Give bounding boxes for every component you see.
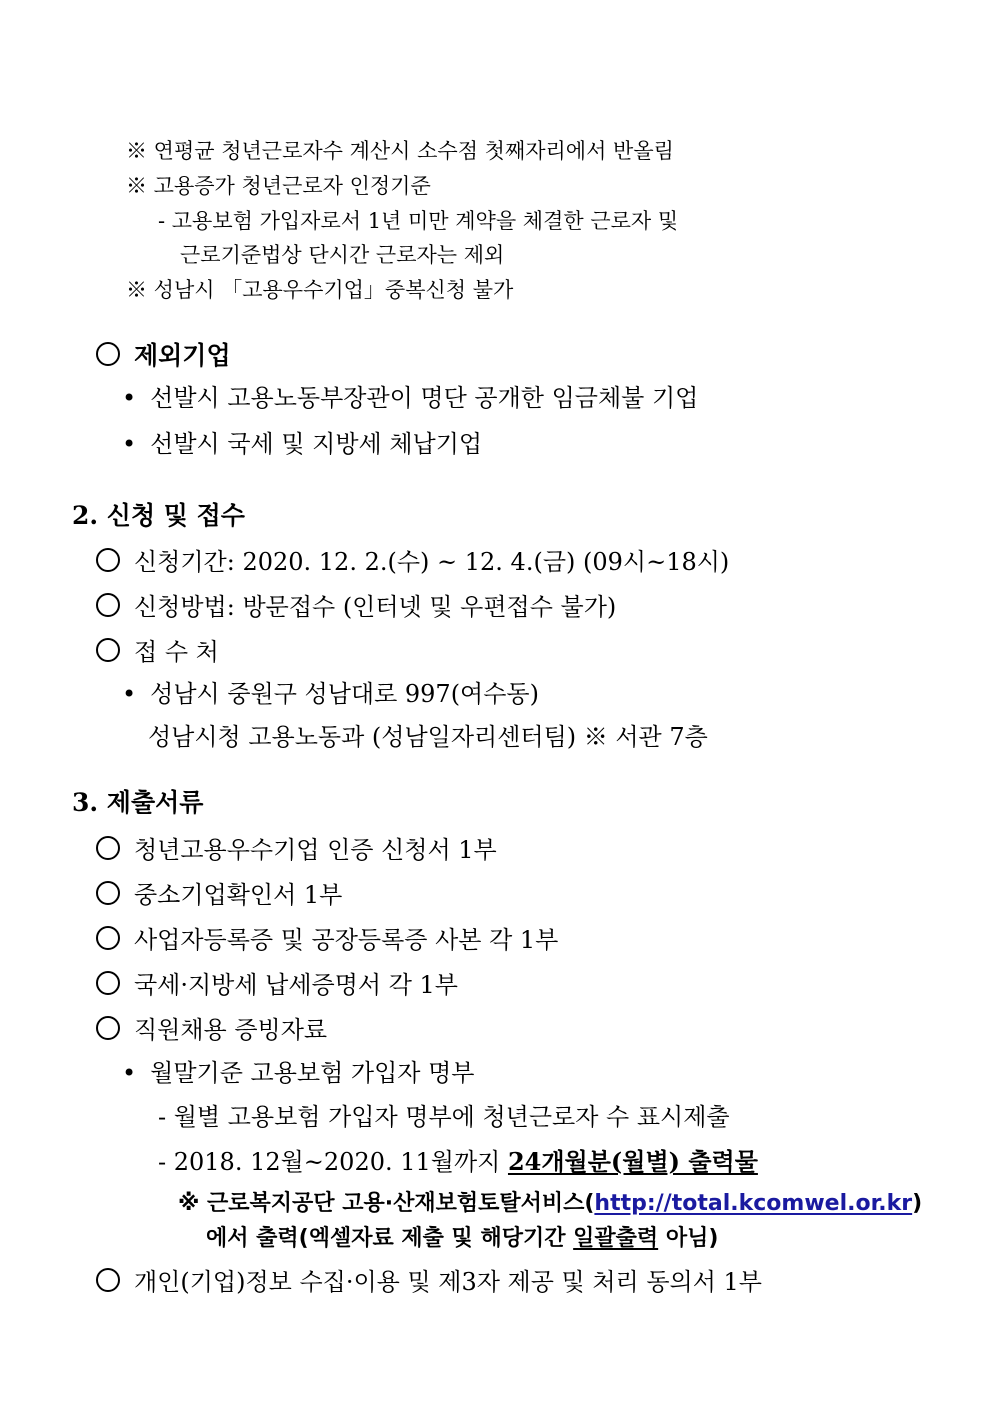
circle-icon: [96, 638, 120, 662]
document-item: [96, 836, 497, 862]
document-item-text: 사업자등록증 및 공장등록증 사본 각 1부: [134, 926, 559, 954]
circle-icon: [96, 342, 120, 366]
document-item-text: 국세·지방세 납세증명서 각 1부: [134, 971, 458, 999]
bullet-icon: •: [122, 384, 137, 412]
excluded-item-text: 선발시 국세 및 지방세 체납기업: [150, 430, 483, 458]
note-criteria: ※ 고용증가 청년근로자 인정기준: [126, 174, 431, 198]
output-note2-prefix: 에서 출력(엑셀자료 제출 및 해당기간: [206, 1226, 574, 1251]
bullet-icon: •: [122, 680, 137, 708]
note-criteria-detail-cont: 근로기준법상 단시간 근로자는 제외: [180, 243, 505, 267]
reception-office: [96, 638, 219, 664]
bullet-icon: •: [122, 1059, 137, 1087]
insurance-roster: [122, 1061, 474, 1085]
roster-period: [158, 1147, 758, 1176]
document-item: [96, 1268, 762, 1294]
output-note2-suffix: 아님): [658, 1226, 719, 1251]
output-note: [178, 1193, 922, 1215]
circle-icon: [96, 1016, 120, 1040]
circle-icon: [96, 548, 120, 572]
document-item: [96, 881, 342, 907]
document-item: [96, 971, 458, 997]
output-note-suffix: ): [912, 1191, 923, 1216]
excluded-item: [122, 386, 698, 410]
section3-heading: 3. 제출서류: [72, 788, 204, 817]
note-duplicate: ※ 성남시 「고용우수기업」중복신청 불가: [126, 278, 514, 302]
excluded-item-text: 선발시 고용노동부장관이 명단 공개한 임금체불 기업: [150, 384, 699, 412]
output-note2-emphasis: 일괄출력: [573, 1226, 659, 1251]
circle-icon: [96, 1268, 120, 1292]
document-item-text: 중소기업확인서 1부: [134, 881, 343, 909]
note-rounding: ※ 연평균 청년근로자수 계산시 소수점 첫째자리에서 반올림: [126, 139, 674, 163]
roster-period-emphasis: 24개월분(월별) 출력물: [507, 1147, 758, 1176]
circle-icon: [96, 593, 120, 617]
circle-icon: [96, 926, 120, 950]
office-address-text: 성남시 중원구 성남대로 997(여수동): [150, 680, 539, 708]
excluded-item: [122, 432, 482, 456]
consent-form-text: 개인(기업)정보 수집·이용 및 제3자 제공 및 처리 동의서 1부: [134, 1268, 762, 1296]
section2-heading: 2. 신청 및 접수: [72, 501, 245, 530]
note-criteria-detail: - 고용보험 가입자로서 1년 미만 계약을 체결한 근로자 및: [158, 209, 679, 233]
output-note-cont: [206, 1228, 718, 1250]
document-item-text: 청년고용우수기업 인증 신청서 1부: [134, 836, 497, 864]
office-address: [122, 682, 539, 706]
excluded-heading: [96, 342, 231, 368]
application-method-text: 신청방법: 방문접수 (인터넷 및 우편접수 불가): [134, 593, 617, 621]
circle-icon: [96, 881, 120, 905]
document-item: [96, 1016, 327, 1042]
output-note-prefix: ※ 근로복지공단 고용·산재보험토탈서비스(: [178, 1191, 595, 1216]
insurance-roster-text: 월말기준 고용보험 가입자 명부: [150, 1059, 475, 1087]
document-item: [96, 926, 558, 952]
excluded-title: 제외기업: [134, 341, 231, 370]
roster-detail: - 월별 고용보험 가입자 명부에 청년근로자 수 표시제출: [158, 1103, 730, 1131]
roster-period-text: - 2018. 12월~2020. 11월까지: [158, 1148, 508, 1176]
bullet-icon: •: [122, 430, 137, 458]
application-period-text: 신청기간: 2020. 12. 2.(수) ~ 12. 4.(금) (09시~18시): [134, 548, 730, 576]
circle-icon: [96, 971, 120, 995]
document-item-text: 직원채용 증빙자료: [134, 1016, 328, 1044]
circle-icon: [96, 836, 120, 860]
application-period: [96, 548, 729, 574]
application-method: [96, 593, 616, 619]
office-department: 성남시청 고용노동과 (성남일자리센터팀) ※ 서관 7층: [148, 723, 708, 751]
reception-office-label: 접 수 처: [134, 638, 219, 666]
kcomwel-link[interactable]: http://total.kcomwel.or.kr: [594, 1191, 913, 1216]
